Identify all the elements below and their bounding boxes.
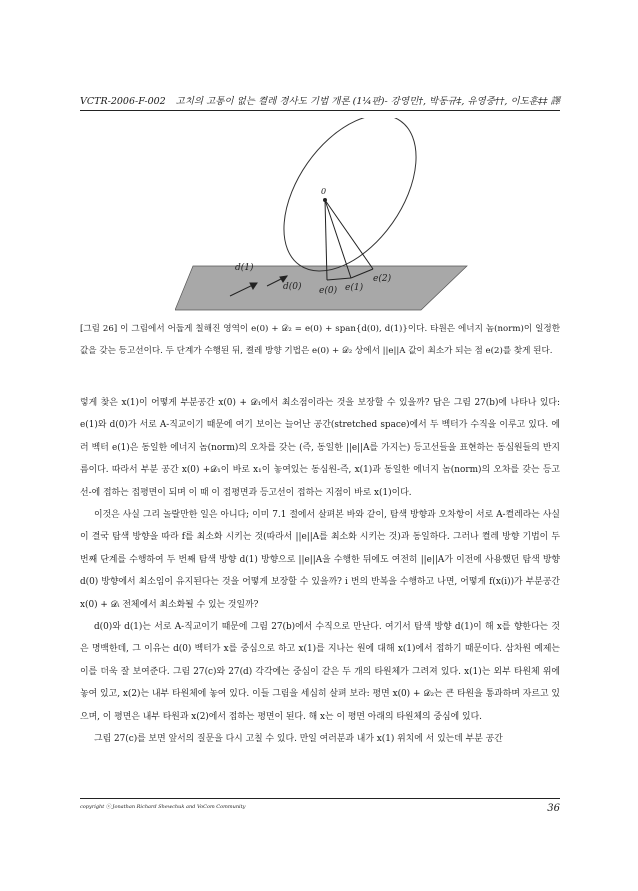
label-e1: e(1)	[345, 283, 364, 293]
page-header	[80, 93, 560, 111]
label-d0: d(0)	[283, 282, 302, 292]
paragraph: 이것은 사실 그리 놀랄만한 일은 아니다; 이미 7.1 절에서 살펴본 바와 같이, 탐색 방향과 오차항이 서로 A-켤레라는 사실이 결국 탐색 방향을 따라 f를 최소화 시키는 것(따라서 ||e||A를 최소화 시키는 것)과 동일하다. 그러나 켤레 방향 기법이 두 번째 단계를 수행하여 두 번째 탐색 방향 d(1) 방향으로 ||e||A을 수행한 뒤에도 여전히 ||e||A가 이전에 사용했던 탐색 방향 d(0) 방향에서 최소임이 유지된다는 것을 어떻게 보장할 수 있을까? i 번의 반복을 수행하고 나면, 어떻게 f(x(i))가 부분공간 x(0) + 𝒟ᵢ 전체에서 최소화될 수 있는 것일까?	[80, 510, 560, 610]
label-e2: e(2)	[373, 274, 392, 284]
document-id: VCTR-2006-F-002	[80, 96, 166, 107]
body-text	[80, 392, 560, 751]
page-footer	[80, 798, 560, 814]
label-origin: 0	[321, 187, 327, 196]
header-title: 고치의 고통이 없는 켤레 경사도 기법 개론 (1¼판)- 강영민†, 박동규‡, 유영중††, 이도훈‡‡ 譯	[175, 96, 560, 107]
figure-caption: [그림 26] 이 그림에서 어둡게 칠해진 영역이 e(0) + 𝒟₂ = e(0) + span{d(0), d(1)}이다. 타원은 에너지 놈(norm)이 일정한 값을 갖는 등고선이다. 두 단계가 수행된 뒤, 켤레 방향 기법은 e(0) + 𝒟₂ 상에서 ||e||A 값이 최소가 되는 점 e(2)를 찾게 된다.	[80, 324, 560, 356]
copyright-notice: copyright ⓒ Jonathan Richard Shewchuk and VoCom Community	[80, 804, 246, 810]
paragraph: 그림 27(c)를 보면 앞서의 질문을 다시 고칠 수 있다. 만일 여러분과 내가 x(1) 위치에 서 있는데 부분 공간	[94, 734, 503, 745]
paragraph: d(0)와 d(1)는 서로 A-직교이기 때문에 그림 27(b)에서 수직으로 만난다. 여기서 탐색 방향 d(1)이 해 x를 향한다는 것은 명백한데, 그 이유는 d(0) 벡터가 x를 중심으로 하고 x(1)를 지나는 원에 대해 x(1)에서 접하기 때문이다. 삼차원 예제는 이를 더욱 잘 보여준다. 그림 27(c)와 27(d) 각각에는 중심이 같은 두 개의 타원체가 그려져 있다. x(1)는 외부 타원체 위에 놓여 있고, x(2)는 내부 타원체에 놓여 있다. 이들 그림을 세심히 살펴 보라: 평면 x(0) + 𝒟₂는 큰 타원을 통과하며 자르고 있으며, 이 평면은 내부 타원과 x(2)에서 접하는 평면이 된다. 해 x는 이 평면 아래의 타원체의 중심에 있다.	[80, 622, 560, 722]
page-number: 36	[547, 803, 560, 814]
paragraph: 렇게 찾은 x(1)이 어떻게 부분공간 x(0) + 𝒟₁에서 최소점이라는 것을 보장할 수 있을까? 답은 그림 27(b)에 나타나 있다: e(1)와 d(0)가 서로 A-직교이기 때문에 여기 보이는 늘어난 공간(stretched space)에서 두 벡터가 수직을 이루고 있다. 에러 벡터 e(1)은 동일한 에너지 놈(norm)의 오차를 갖는 (즉, 동일한 ||e||A를 가지는) 등고선들을 표현하는 동심원들의 반지름이다. 따라서 부분 공간 x(0) +𝒟₁이 바로 x₁이 놓여있는 동심원-즉, x(1)과 동일한 에너지 놈(norm)의 오차를 갖는 등고선-에 접하는 접평면이 되며 이 때 이 접평면과 등고선이 접하는 지점이 바로 x(1)이다.	[80, 398, 560, 498]
label-e0: e(0)	[319, 286, 338, 296]
figure-26-svg	[175, 118, 475, 314]
label-d1: d(1)	[235, 263, 254, 273]
figure-26	[175, 118, 475, 314]
